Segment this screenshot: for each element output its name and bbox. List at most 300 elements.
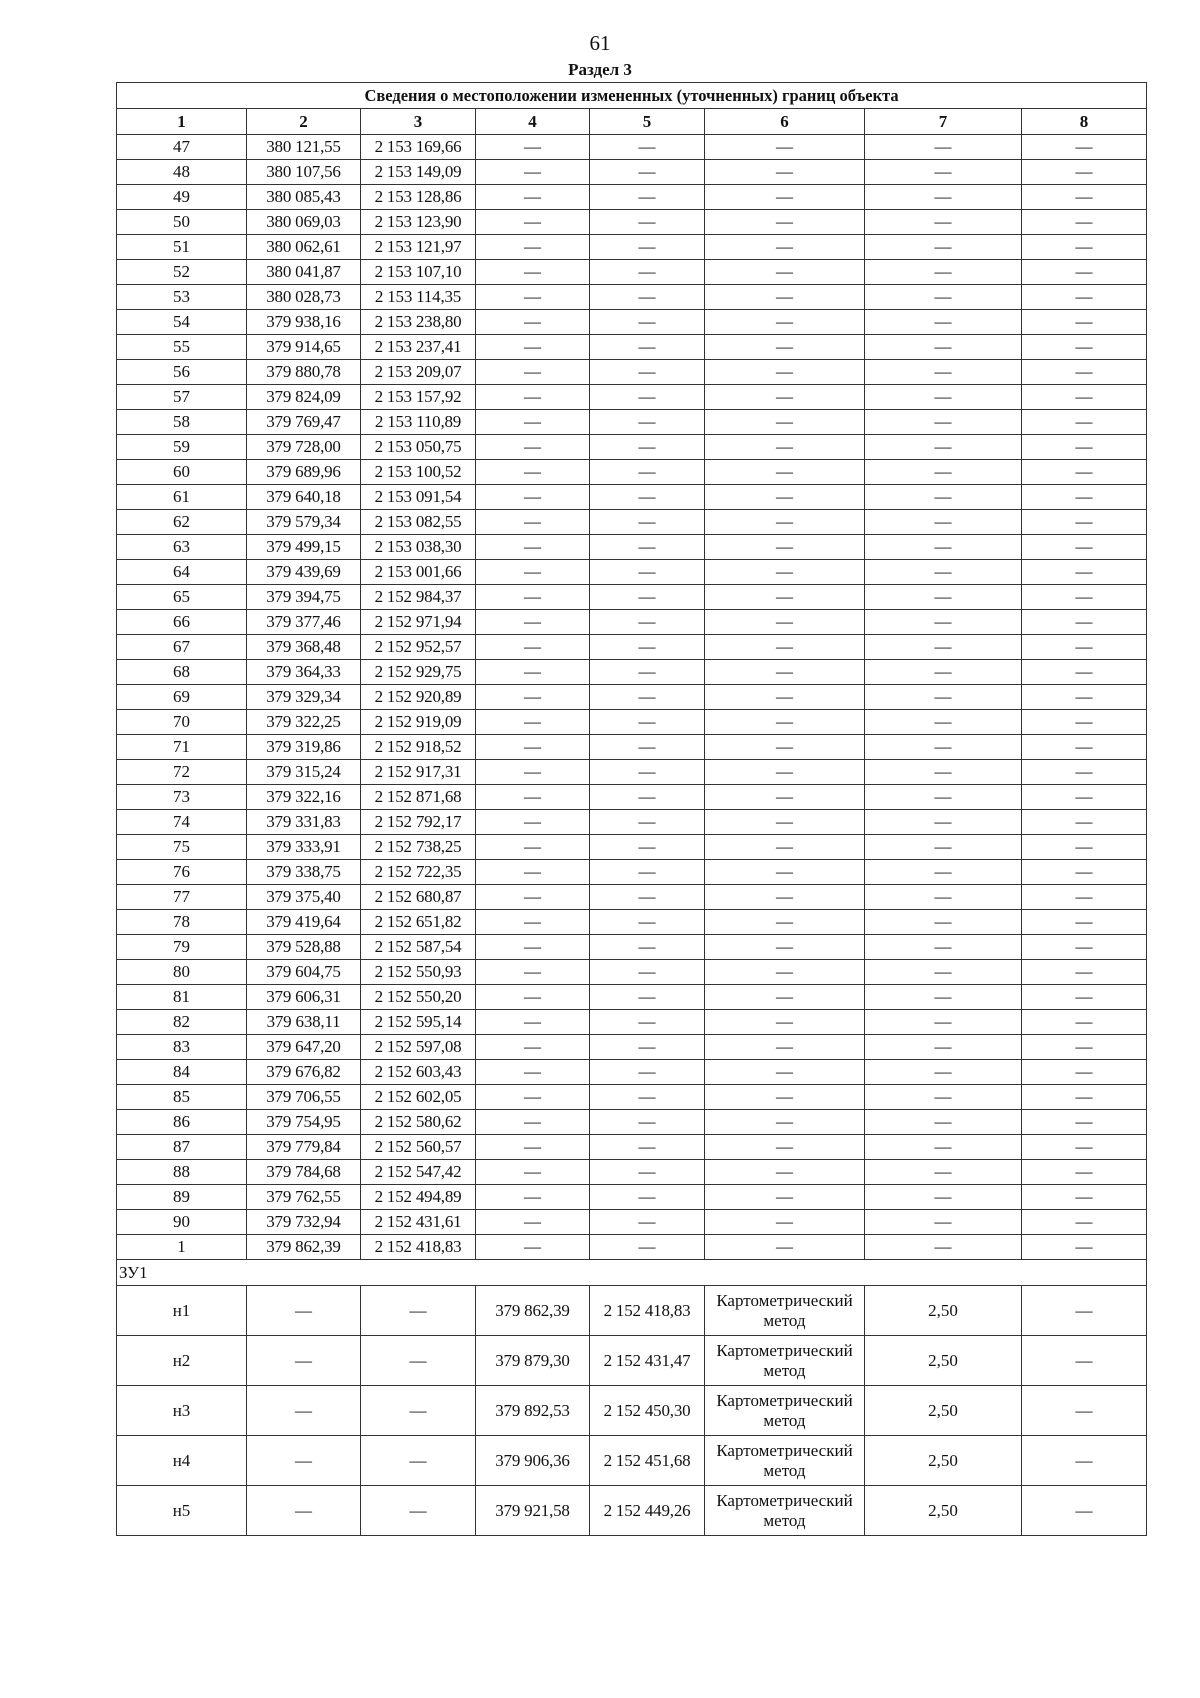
coord-x: 380 107,56 bbox=[247, 160, 361, 185]
point-number: 47 bbox=[117, 135, 247, 160]
accuracy: 2,50 bbox=[865, 1436, 1022, 1486]
table-row bbox=[117, 285, 1147, 310]
coord-x: 379 938,16 bbox=[247, 310, 361, 335]
empty-cell: — bbox=[1022, 635, 1147, 660]
empty-cell: — bbox=[1022, 910, 1147, 935]
empty-cell: — bbox=[865, 160, 1022, 185]
empty-cell: — bbox=[1022, 1010, 1147, 1035]
empty-cell: — bbox=[865, 260, 1022, 285]
table-row bbox=[117, 385, 1147, 410]
empty-cell: — bbox=[476, 410, 590, 435]
empty-cell: — bbox=[1022, 535, 1147, 560]
empty-cell: — bbox=[1022, 560, 1147, 585]
empty-cell: — bbox=[865, 335, 1022, 360]
coord-y: 2 152 971,94 bbox=[361, 610, 476, 635]
table-row bbox=[117, 860, 1147, 885]
empty-cell: — bbox=[590, 510, 705, 535]
coord-y: 2 152 603,43 bbox=[361, 1060, 476, 1085]
empty-cell: — bbox=[1022, 1210, 1147, 1235]
empty-cell: — bbox=[590, 760, 705, 785]
empty-cell: — bbox=[865, 885, 1022, 910]
table-row bbox=[117, 160, 1147, 185]
coord-y: 2 152 597,08 bbox=[361, 1035, 476, 1060]
empty-cell: — bbox=[1022, 835, 1147, 860]
column-header: 1 bbox=[117, 109, 247, 135]
empty-cell: — bbox=[865, 860, 1022, 885]
new-coord-y: 2 152 449,26 bbox=[590, 1486, 705, 1536]
new-coord-x: 379 862,39 bbox=[476, 1286, 590, 1336]
coord-x: 380 121,55 bbox=[247, 135, 361, 160]
coord-y: 2 153 082,55 bbox=[361, 510, 476, 535]
table-row bbox=[117, 510, 1147, 535]
table-caption: Сведения о местоположении измененных (уточненных) границ объекта bbox=[117, 83, 1147, 109]
point-number: 54 bbox=[117, 310, 247, 335]
empty-cell: — bbox=[590, 460, 705, 485]
point-number: 59 bbox=[117, 435, 247, 460]
empty-cell: — bbox=[1022, 510, 1147, 535]
empty-cell: — bbox=[1022, 1235, 1147, 1260]
empty-cell: — bbox=[1022, 935, 1147, 960]
empty-cell: — bbox=[705, 285, 865, 310]
coord-x: 379 784,68 bbox=[247, 1160, 361, 1185]
table-row bbox=[117, 985, 1147, 1010]
coord-x: 379 647,20 bbox=[247, 1035, 361, 1060]
empty-cell: — bbox=[1022, 385, 1147, 410]
column-header: 2 bbox=[247, 109, 361, 135]
table-row bbox=[117, 310, 1147, 335]
point-number: н4 bbox=[117, 1436, 247, 1486]
coord-x: 379 880,78 bbox=[247, 360, 361, 385]
point-number: н1 bbox=[117, 1286, 247, 1336]
empty-cell: — bbox=[476, 710, 590, 735]
empty-cell: — bbox=[476, 1135, 590, 1160]
empty-cell: — bbox=[1022, 160, 1147, 185]
points-table-body bbox=[117, 135, 1147, 1260]
empty-cell: — bbox=[476, 985, 590, 1010]
empty-cell: — bbox=[476, 785, 590, 810]
coord-x: 379 779,84 bbox=[247, 1135, 361, 1160]
coord-y: 2 152 919,09 bbox=[361, 710, 476, 735]
group-row bbox=[117, 1260, 1147, 1286]
empty-cell: — bbox=[476, 1085, 590, 1110]
empty-cell: — bbox=[590, 385, 705, 410]
point-number: 78 bbox=[117, 910, 247, 935]
table-row bbox=[117, 135, 1147, 160]
empty-cell: — bbox=[361, 1336, 476, 1386]
coord-x: 379 638,11 bbox=[247, 1010, 361, 1035]
coord-y: 2 153 100,52 bbox=[361, 460, 476, 485]
empty-cell: — bbox=[1022, 1436, 1147, 1486]
empty-cell: — bbox=[705, 410, 865, 435]
table-row bbox=[117, 260, 1147, 285]
empty-cell: — bbox=[705, 860, 865, 885]
empty-cell: — bbox=[865, 835, 1022, 860]
method: Картометрический метод bbox=[705, 1286, 865, 1336]
coord-y: 2 152 560,57 bbox=[361, 1135, 476, 1160]
new-coord-x: 379 906,36 bbox=[476, 1436, 590, 1486]
empty-cell: — bbox=[590, 835, 705, 860]
point-number: 88 bbox=[117, 1160, 247, 1185]
empty-cell: — bbox=[476, 285, 590, 310]
empty-cell: — bbox=[590, 1085, 705, 1110]
table-header-row bbox=[117, 109, 1147, 135]
point-number: 74 bbox=[117, 810, 247, 835]
empty-cell: — bbox=[590, 135, 705, 160]
empty-cell: — bbox=[865, 735, 1022, 760]
table-row bbox=[117, 660, 1147, 685]
empty-cell: — bbox=[476, 535, 590, 560]
coord-x: 379 914,65 bbox=[247, 335, 361, 360]
coord-x: 380 085,43 bbox=[247, 185, 361, 210]
empty-cell: — bbox=[476, 360, 590, 385]
table-row bbox=[117, 435, 1147, 460]
empty-cell: — bbox=[1022, 1286, 1147, 1336]
coord-x: 379 604,75 bbox=[247, 960, 361, 985]
zu-table-body bbox=[117, 1286, 1147, 1536]
empty-cell: — bbox=[476, 660, 590, 685]
empty-cell: — bbox=[590, 285, 705, 310]
empty-cell: — bbox=[590, 235, 705, 260]
column-header: 4 bbox=[476, 109, 590, 135]
group-label: ЗУ1 bbox=[117, 1260, 1147, 1286]
point-number: 70 bbox=[117, 710, 247, 735]
table-row bbox=[117, 1110, 1147, 1135]
table-row bbox=[117, 1135, 1147, 1160]
point-number: 62 bbox=[117, 510, 247, 535]
coord-x: 379 364,33 bbox=[247, 660, 361, 685]
empty-cell: — bbox=[1022, 310, 1147, 335]
empty-cell: — bbox=[361, 1286, 476, 1336]
coord-y: 2 153 038,30 bbox=[361, 535, 476, 560]
point-number: 63 bbox=[117, 535, 247, 560]
empty-cell: — bbox=[1022, 1135, 1147, 1160]
column-header: 3 bbox=[361, 109, 476, 135]
empty-cell: — bbox=[865, 310, 1022, 335]
coord-x: 379 732,94 bbox=[247, 1210, 361, 1235]
column-header: 6 bbox=[705, 109, 865, 135]
empty-cell: — bbox=[590, 635, 705, 660]
empty-cell: — bbox=[865, 760, 1022, 785]
empty-cell: — bbox=[1022, 685, 1147, 710]
empty-cell: — bbox=[865, 985, 1022, 1010]
empty-cell: — bbox=[1022, 585, 1147, 610]
empty-cell: — bbox=[1022, 210, 1147, 235]
coord-y: 2 153 209,07 bbox=[361, 360, 476, 385]
coord-x: 379 762,55 bbox=[247, 1185, 361, 1210]
table-row bbox=[117, 210, 1147, 235]
point-number: 55 bbox=[117, 335, 247, 360]
table-row bbox=[117, 1235, 1147, 1260]
point-number: 79 bbox=[117, 935, 247, 960]
point-number: 60 bbox=[117, 460, 247, 485]
coord-y: 2 153 128,86 bbox=[361, 185, 476, 210]
accuracy: 2,50 bbox=[865, 1386, 1022, 1436]
coord-y: 2 152 431,61 bbox=[361, 1210, 476, 1235]
empty-cell: — bbox=[705, 960, 865, 985]
table-row bbox=[117, 485, 1147, 510]
coord-y: 2 152 651,82 bbox=[361, 910, 476, 935]
coord-x: 379 676,82 bbox=[247, 1060, 361, 1085]
empty-cell: — bbox=[1022, 410, 1147, 435]
coord-x: 379 862,39 bbox=[247, 1235, 361, 1260]
coord-x: 379 606,31 bbox=[247, 985, 361, 1010]
empty-cell: — bbox=[705, 1085, 865, 1110]
coord-x: 379 640,18 bbox=[247, 485, 361, 510]
empty-cell: — bbox=[865, 960, 1022, 985]
empty-cell: — bbox=[590, 1110, 705, 1135]
empty-cell: — bbox=[590, 1010, 705, 1035]
empty-cell: — bbox=[590, 660, 705, 685]
coord-x: 379 315,24 bbox=[247, 760, 361, 785]
empty-cell: — bbox=[476, 1110, 590, 1135]
empty-cell: — bbox=[865, 1185, 1022, 1210]
coord-x: 379 333,91 bbox=[247, 835, 361, 860]
table-row bbox=[117, 1286, 1147, 1336]
column-header: 8 bbox=[1022, 109, 1147, 135]
point-number: 86 bbox=[117, 1110, 247, 1135]
page-number: 61 bbox=[589, 31, 611, 55]
point-number: 48 bbox=[117, 160, 247, 185]
empty-cell: — bbox=[865, 1110, 1022, 1135]
empty-cell: — bbox=[1022, 960, 1147, 985]
table-row bbox=[117, 1010, 1147, 1035]
coord-x: 379 499,15 bbox=[247, 535, 361, 560]
table-row bbox=[117, 610, 1147, 635]
empty-cell: — bbox=[865, 1035, 1022, 1060]
empty-cell: — bbox=[705, 710, 865, 735]
coord-y: 2 153 001,66 bbox=[361, 560, 476, 585]
empty-cell: — bbox=[476, 1060, 590, 1085]
point-number: 89 bbox=[117, 1185, 247, 1210]
empty-cell: — bbox=[476, 335, 590, 360]
column-header: 7 bbox=[865, 109, 1022, 135]
empty-cell: — bbox=[865, 1210, 1022, 1235]
empty-cell: — bbox=[865, 585, 1022, 610]
coord-y: 2 152 580,62 bbox=[361, 1110, 476, 1135]
empty-cell: — bbox=[705, 210, 865, 235]
point-number: 66 bbox=[117, 610, 247, 635]
coord-y: 2 153 169,66 bbox=[361, 135, 476, 160]
empty-cell: — bbox=[705, 185, 865, 210]
empty-cell: — bbox=[865, 360, 1022, 385]
empty-cell: — bbox=[865, 385, 1022, 410]
empty-cell: — bbox=[865, 510, 1022, 535]
coord-y: 2 153 110,89 bbox=[361, 410, 476, 435]
coord-y: 2 152 929,75 bbox=[361, 660, 476, 685]
coord-y: 2 152 494,89 bbox=[361, 1185, 476, 1210]
empty-cell: — bbox=[476, 860, 590, 885]
empty-cell: — bbox=[590, 685, 705, 710]
empty-cell: — bbox=[865, 560, 1022, 585]
empty-cell: — bbox=[865, 610, 1022, 635]
point-number: 57 bbox=[117, 385, 247, 410]
empty-cell: — bbox=[705, 1135, 865, 1160]
empty-cell: — bbox=[590, 935, 705, 960]
new-coord-x: 379 892,53 bbox=[476, 1386, 590, 1436]
empty-cell: — bbox=[476, 1235, 590, 1260]
coord-y: 2 153 157,92 bbox=[361, 385, 476, 410]
coord-x: 379 439,69 bbox=[247, 560, 361, 585]
empty-cell: — bbox=[705, 560, 865, 585]
point-number: 81 bbox=[117, 985, 247, 1010]
empty-cell: — bbox=[865, 1160, 1022, 1185]
method: Картометрический метод bbox=[705, 1436, 865, 1486]
empty-cell: — bbox=[590, 260, 705, 285]
point-number: 73 bbox=[117, 785, 247, 810]
empty-cell: — bbox=[476, 485, 590, 510]
empty-cell: — bbox=[1022, 810, 1147, 835]
empty-cell: — bbox=[1022, 1110, 1147, 1135]
coord-x: 379 329,34 bbox=[247, 685, 361, 710]
empty-cell: — bbox=[865, 1235, 1022, 1260]
point-number: 61 bbox=[117, 485, 247, 510]
coord-y: 2 153 237,41 bbox=[361, 335, 476, 360]
empty-cell: — bbox=[1022, 1060, 1147, 1085]
new-coord-y: 2 152 418,83 bbox=[590, 1286, 705, 1336]
table-row bbox=[117, 1210, 1147, 1235]
empty-cell: — bbox=[1022, 185, 1147, 210]
empty-cell: — bbox=[476, 1010, 590, 1035]
table-row bbox=[117, 335, 1147, 360]
point-number: 53 bbox=[117, 285, 247, 310]
empty-cell: — bbox=[590, 160, 705, 185]
empty-cell: — bbox=[865, 710, 1022, 735]
coord-x: 379 769,47 bbox=[247, 410, 361, 435]
point-number: 83 bbox=[117, 1035, 247, 1060]
empty-cell: — bbox=[1022, 360, 1147, 385]
coord-x: 379 331,83 bbox=[247, 810, 361, 835]
point-number: 64 bbox=[117, 560, 247, 585]
empty-cell: — bbox=[590, 1135, 705, 1160]
empty-cell: — bbox=[361, 1486, 476, 1536]
empty-cell: — bbox=[476, 635, 590, 660]
empty-cell: — bbox=[590, 310, 705, 335]
empty-cell: — bbox=[476, 610, 590, 635]
coord-x: 379 706,55 bbox=[247, 1085, 361, 1110]
empty-cell: — bbox=[705, 735, 865, 760]
empty-cell: — bbox=[1022, 485, 1147, 510]
empty-cell: — bbox=[1022, 285, 1147, 310]
empty-cell: — bbox=[705, 510, 865, 535]
empty-cell: — bbox=[590, 710, 705, 735]
table-row bbox=[117, 1085, 1147, 1110]
empty-cell: — bbox=[590, 585, 705, 610]
coord-x: 379 377,46 bbox=[247, 610, 361, 635]
empty-cell: — bbox=[476, 235, 590, 260]
coord-y: 2 152 792,17 bbox=[361, 810, 476, 835]
empty-cell: — bbox=[476, 835, 590, 860]
empty-cell: — bbox=[1022, 1386, 1147, 1436]
empty-cell: — bbox=[705, 835, 865, 860]
empty-cell: — bbox=[1022, 1336, 1147, 1386]
empty-cell: — bbox=[476, 510, 590, 535]
table-row bbox=[117, 1185, 1147, 1210]
coord-x: 379 689,96 bbox=[247, 460, 361, 485]
empty-cell: — bbox=[865, 135, 1022, 160]
empty-cell: — bbox=[476, 185, 590, 210]
empty-cell: — bbox=[476, 685, 590, 710]
point-number: 68 bbox=[117, 660, 247, 685]
empty-cell: — bbox=[590, 1235, 705, 1260]
empty-cell: — bbox=[705, 485, 865, 510]
point-number: 77 bbox=[117, 885, 247, 910]
empty-cell: — bbox=[705, 610, 865, 635]
accuracy: 2,50 bbox=[865, 1486, 1022, 1536]
table-row bbox=[117, 1060, 1147, 1085]
section-title: Раздел 3 bbox=[568, 60, 632, 79]
empty-cell: — bbox=[865, 660, 1022, 685]
coord-y: 2 152 602,05 bbox=[361, 1085, 476, 1110]
new-coord-x: 379 921,58 bbox=[476, 1486, 590, 1536]
table-row bbox=[117, 935, 1147, 960]
empty-cell: — bbox=[476, 435, 590, 460]
empty-cell: — bbox=[1022, 135, 1147, 160]
point-number: 50 bbox=[117, 210, 247, 235]
table-caption-row bbox=[117, 83, 1147, 109]
empty-cell: — bbox=[590, 960, 705, 985]
table-row bbox=[117, 1160, 1147, 1185]
coord-x: 379 338,75 bbox=[247, 860, 361, 885]
empty-cell: — bbox=[590, 810, 705, 835]
point-number: 56 bbox=[117, 360, 247, 385]
coord-y: 2 152 920,89 bbox=[361, 685, 476, 710]
coord-y: 2 152 722,35 bbox=[361, 860, 476, 885]
coord-y: 2 153 149,09 bbox=[361, 160, 476, 185]
empty-cell: — bbox=[476, 735, 590, 760]
empty-cell: — bbox=[476, 760, 590, 785]
empty-cell: — bbox=[590, 485, 705, 510]
coord-y: 2 153 091,54 bbox=[361, 485, 476, 510]
coord-x: 379 728,00 bbox=[247, 435, 361, 460]
empty-cell: — bbox=[705, 1185, 865, 1210]
empty-cell: — bbox=[705, 160, 865, 185]
empty-cell: — bbox=[247, 1386, 361, 1436]
empty-cell: — bbox=[705, 935, 865, 960]
empty-cell: — bbox=[590, 985, 705, 1010]
table-row bbox=[117, 185, 1147, 210]
empty-cell: — bbox=[705, 760, 865, 785]
table-row bbox=[117, 535, 1147, 560]
coord-y: 2 152 547,42 bbox=[361, 1160, 476, 1185]
empty-cell: — bbox=[865, 435, 1022, 460]
point-number: 71 bbox=[117, 735, 247, 760]
new-coord-y: 2 152 450,30 bbox=[590, 1386, 705, 1436]
point-number: 49 bbox=[117, 185, 247, 210]
coord-x: 379 824,09 bbox=[247, 385, 361, 410]
accuracy: 2,50 bbox=[865, 1336, 1022, 1386]
empty-cell: — bbox=[1022, 335, 1147, 360]
empty-cell: — bbox=[476, 935, 590, 960]
point-number: 76 bbox=[117, 860, 247, 885]
table-row bbox=[117, 735, 1147, 760]
coord-x: 379 394,75 bbox=[247, 585, 361, 610]
table-row bbox=[117, 685, 1147, 710]
empty-cell: — bbox=[476, 460, 590, 485]
empty-cell: — bbox=[865, 910, 1022, 935]
table-row bbox=[117, 1336, 1147, 1386]
empty-cell: — bbox=[476, 560, 590, 585]
point-number: н3 bbox=[117, 1386, 247, 1436]
empty-cell: — bbox=[705, 310, 865, 335]
empty-cell: — bbox=[705, 785, 865, 810]
empty-cell: — bbox=[865, 635, 1022, 660]
empty-cell: — bbox=[1022, 1035, 1147, 1060]
empty-cell: — bbox=[1022, 610, 1147, 635]
empty-cell: — bbox=[865, 185, 1022, 210]
empty-cell: — bbox=[705, 910, 865, 935]
coord-y: 2 152 952,57 bbox=[361, 635, 476, 660]
empty-cell: — bbox=[476, 585, 590, 610]
